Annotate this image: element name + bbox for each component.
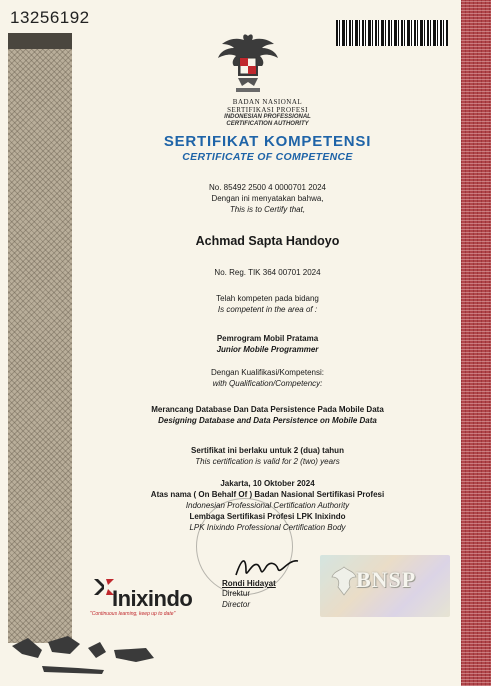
decorative-border [461, 0, 491, 686]
signer-name: Rondi Hidayat [222, 579, 276, 588]
place-date: Jakarta, 10 Oktober 2024 [220, 479, 315, 488]
signer-role-id: Direktur [222, 589, 251, 598]
lsp-name-en: LPK Inixindo Professional Certification Body [189, 523, 346, 532]
holder-name: Achmad Sapta Handoyo [195, 234, 340, 248]
bnsp-garuda-icon [330, 565, 358, 599]
indonesia-map-icon [8, 628, 158, 678]
certify-statement-en: This is to Certify that, [229, 205, 306, 214]
barcode [336, 20, 448, 46]
bnsp-hologram-seal [320, 555, 450, 617]
competent-label-id: Telah kompeten pada bidang [216, 294, 319, 303]
validity-id: Sertifikat ini berlaku untuk 2 (dua) tahun [191, 446, 344, 455]
security-pattern-stripe [8, 33, 72, 643]
signer-role-en: Director [222, 600, 251, 609]
qualification-en: Designing Database and Data Persistence on Mobile Data [158, 416, 377, 425]
on-behalf-en: Indonesian Professional Certification Authority [185, 501, 350, 510]
bnsp-seal-text: BNSP [356, 567, 417, 592]
issuer-name-id-2: SERTIFIKASI PROFESI [227, 106, 308, 114]
registration-number: No. Reg. TIK 364 00701 2024 [214, 268, 321, 277]
on-behalf-id: Atas nama ( On Behalf Of ) Badan Nasional Sertifikasi Profesi [150, 490, 385, 499]
issuer-name-en-2: CERTIFICATION AUTHORITY [226, 121, 309, 127]
certify-statement-id: Dengan ini menyatakan bahwa, [211, 194, 324, 203]
serial-number: 13256192 [10, 8, 90, 27]
validity-en: This certification is valid for 2 (two) years [195, 457, 340, 466]
certificate-title: SERTIFIKAT KOMPETENSI [163, 133, 372, 150]
qualification-label-id: Dengan Kualifikasi/Kompetensi: [211, 368, 324, 377]
certificate-subtitle: CERTIFICATE OF COMPETENCE [182, 151, 353, 163]
inixindo-tagline: "Continuous learning, keep up to date" [90, 611, 176, 617]
competency-area-en: Junior Mobile Programmer [216, 345, 319, 354]
lsp-name-id: Lembaga Sertifikasi Profesi LPK Inixindo [189, 512, 346, 521]
issuer-name-id: BADAN NASIONAL [232, 98, 303, 106]
garuda-emblem-icon [216, 30, 280, 96]
issuer-name-en: INDONESIAN PROFESSIONAL [224, 114, 311, 120]
qualification-id: Merancang Database Dan Data Persistence Pada Mobile Data [151, 405, 384, 414]
competency-area-id: Pemrogram Mobil Pratama [216, 334, 319, 343]
inixindo-logo-text: Inixindo [112, 586, 193, 611]
certificate-number: No. 85492 2500 4 0000701 2024 [209, 183, 326, 192]
security-stripe-cap [8, 33, 72, 49]
competent-label-en: Is competent in the area of : [217, 305, 318, 314]
qualification-label-en: with Qualification/Competency: [212, 379, 323, 388]
